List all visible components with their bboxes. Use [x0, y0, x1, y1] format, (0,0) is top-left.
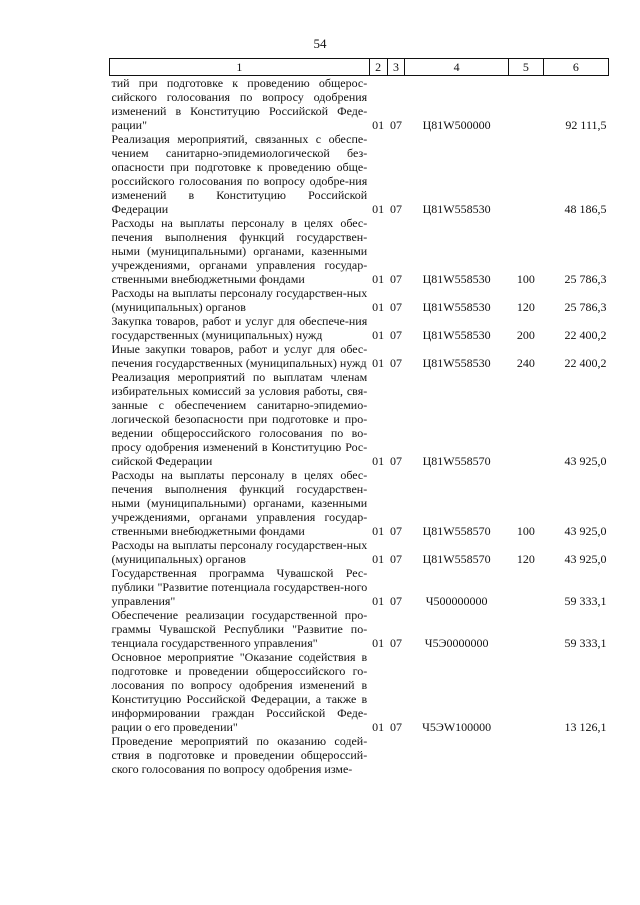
section-code	[369, 734, 387, 776]
table-row	[110, 286, 609, 314]
subsection-code: 07	[389, 356, 402, 370]
target-item-code: Ц81W558570	[422, 552, 491, 566]
target-item-code: Ч500000000	[425, 594, 488, 608]
subsection-code: 07	[389, 552, 402, 566]
row-description: Расходы на выплаты персоналу в целях обес-печения выполнения функций государствен-ными (муниципальными) органами, казенными учреждениями, органами управления государ-ственными внебюджетными фондами	[111, 216, 368, 286]
amount: 43 925,0	[564, 552, 607, 566]
subsection-code: 07	[389, 118, 402, 132]
section-code: 01	[372, 328, 385, 342]
subsection-code: 07	[389, 454, 402, 468]
amount: 43 925,0	[564, 524, 607, 538]
table-row	[110, 342, 609, 370]
target-item-code	[405, 734, 508, 776]
section-code: 01	[372, 552, 385, 566]
target-item-code: Ц81W500000	[422, 118, 491, 132]
expense-type-code	[508, 734, 543, 776]
column-header: 4	[405, 59, 508, 76]
amount: 59 333,1	[564, 594, 607, 608]
subsection-code	[387, 734, 405, 776]
column-header: 3	[387, 59, 405, 76]
expense-type-code: 120	[516, 300, 535, 314]
amount	[543, 734, 608, 776]
amount: 25 786,3	[564, 272, 607, 286]
amount: 92 111,5	[565, 118, 607, 132]
expense-type-code	[508, 566, 543, 608]
row-description: Расходы на выплаты персоналу в целях обес-печения выполнения функций государствен-ными (муниципальными) органами, казенными учреждениями, органами управления государ-ственными внебюджетными фондами	[111, 468, 368, 538]
amount: 43 925,0	[564, 454, 607, 468]
subsection-code: 07	[389, 328, 402, 342]
amount: 13 126,1	[564, 720, 607, 734]
section-code: 01	[372, 594, 385, 608]
subsection-code: 07	[389, 636, 402, 650]
row-description: Расходы на выплаты персоналу государствен-ных (муниципальных) органов	[111, 538, 368, 566]
expense-type-code	[508, 650, 543, 734]
amount: 22 400,2	[564, 356, 607, 370]
section-code: 01	[372, 202, 385, 216]
target-item-code: Ц81W558530	[422, 300, 491, 314]
table-row	[110, 132, 609, 216]
row-description: Реализация мероприятий, связанных с обеспе-чением санитарно-эпидемиологической без-опасности при подготовке к проведению обще-российского голосования по вопросу одобре-ния изменений в Конституцию Российской Федерации	[111, 132, 368, 216]
table-row	[110, 370, 609, 468]
table-header-row	[110, 59, 609, 76]
column-header: 2	[369, 59, 387, 76]
amount: 25 786,3	[564, 300, 607, 314]
table-row	[110, 314, 609, 342]
row-description: Основное мероприятие "Оказание содействия в подготовке и проведении общероссийского го-лосования по вопросу одобрения изменений в Конституцию Российской Федерации, а также в информировании граждан Российской Феде-рации о его проведении"	[111, 650, 368, 734]
budget-table	[109, 58, 609, 776]
section-code: 01	[372, 272, 385, 286]
amount: 48 186,5	[564, 202, 607, 216]
row-description: Проведение мероприятий по оказанию содей-ствия в подготовке и проведении общероссий-ского голосования по вопросу одобрения изме-	[111, 734, 368, 776]
target-item-code: Ц81W558570	[422, 524, 491, 538]
target-item-code: Ц81W558530	[422, 328, 491, 342]
section-code: 01	[372, 636, 385, 650]
target-item-code: Ц81W558570	[422, 454, 491, 468]
expense-type-code	[508, 608, 543, 650]
column-header: 6	[543, 59, 608, 76]
subsection-code: 07	[389, 720, 402, 734]
table-row	[110, 468, 609, 538]
section-code: 01	[372, 454, 385, 468]
row-description: Государственная программа Чувашской Рес-публики "Развитие потенциала государствен-ного управления"	[111, 566, 368, 608]
row-description: Расходы на выплаты персоналу государствен-ных (муниципальных) органов	[111, 286, 368, 314]
target-item-code: Ц81W558530	[422, 272, 491, 286]
amount: 22 400,2	[564, 328, 607, 342]
table-row	[110, 216, 609, 286]
subsection-code: 07	[389, 300, 402, 314]
subsection-code: 07	[389, 524, 402, 538]
expense-type-code: 200	[516, 328, 535, 342]
expense-type-code: 240	[516, 356, 535, 370]
column-header: 5	[508, 59, 543, 76]
target-item-code: Ч5ЭW100000	[422, 720, 492, 734]
row-description: Обеспечение реализации государственной про-граммы Чувашской Республики "Развитие по-тенциала государственного управления"	[111, 608, 368, 650]
column-header: 1	[110, 59, 370, 76]
expense-type-code: 100	[516, 272, 535, 286]
expense-type-code	[508, 132, 543, 216]
table-row	[110, 76, 609, 133]
section-code: 01	[372, 118, 385, 132]
table-row	[110, 538, 609, 566]
section-code: 01	[372, 300, 385, 314]
row-description: тий при подготовке к проведению общерос-сийского голосования по вопросу одобрения изменений в Конституцию Российской Феде-рации"	[111, 76, 368, 132]
subsection-code: 07	[389, 594, 402, 608]
table-row	[110, 608, 609, 650]
row-description: Реализация мероприятий по выплатам членам избирательных комиссий за условия работы, свя-занные с обеспечением санитарно-эпидемио-логической безопасности при подготовке и про-ведении общероссийского голосования по во-просу одобрения изменений в Конституцию Рос-сийской Федерации	[111, 370, 368, 468]
table-row	[110, 734, 609, 776]
table-row	[110, 650, 609, 734]
row-description: Иные закупки товаров, работ и услуг для обес-печения государственных (муниципальных) нужд	[111, 342, 368, 370]
section-code: 01	[372, 524, 385, 538]
table-row	[110, 566, 609, 608]
row-description: Закупка товаров, работ и услуг для обеспече-ния государственных (муниципальных) нужд	[111, 314, 368, 342]
target-item-code: Ц81W558530	[422, 202, 491, 216]
target-item-code: Ч5Э0000000	[424, 636, 489, 650]
section-code: 01	[372, 356, 385, 370]
amount: 59 333,1	[564, 636, 607, 650]
subsection-code: 07	[389, 272, 402, 286]
subsection-code: 07	[389, 202, 402, 216]
expense-type-code	[508, 370, 543, 468]
page-number: 54	[313, 36, 327, 51]
expense-type-code: 120	[516, 552, 535, 566]
section-code: 01	[372, 720, 385, 734]
expense-type-code: 100	[516, 524, 535, 538]
target-item-code: Ц81W558530	[422, 356, 491, 370]
expense-type-code	[508, 76, 543, 133]
